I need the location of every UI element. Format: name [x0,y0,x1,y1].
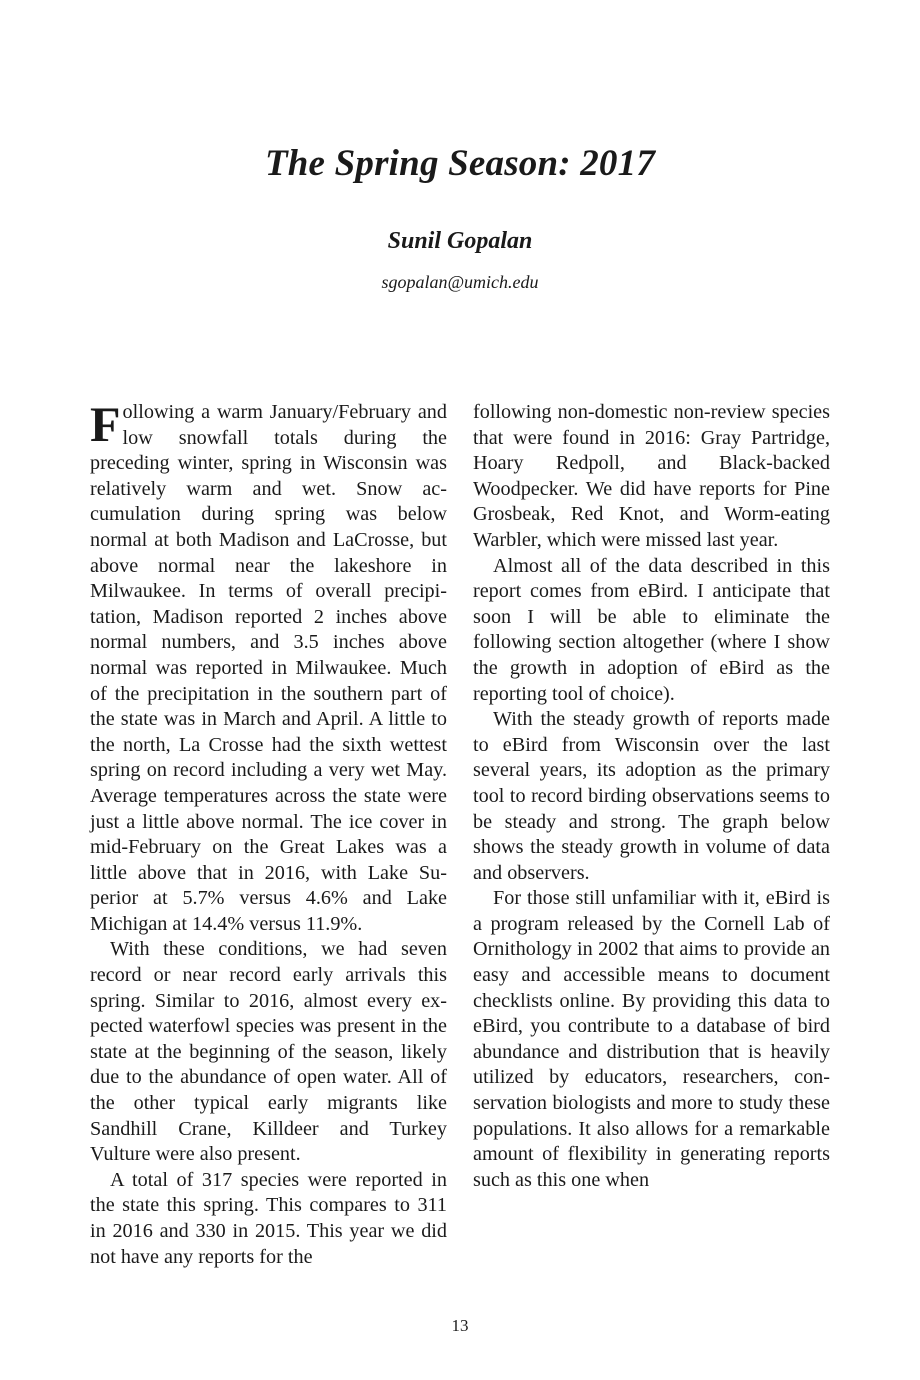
paragraph: With these conditions, we had seven record or near record early arrivals this spring. Similar to 2016, almost every expected waterfowl species was present in the state at the beginning of the season, likely due to the abundance of open water. All of the other typical early migrants like Sandhill Crane, Killdeer and Turkey Vulture were also present. [90,938,447,1166]
paragraph-text: ollowing a warm January/February and low snowfall totals during the preceding winter, spring in Wisconsin was relatively warm and wet. Snow accumulation during spring was below normal at both Madison and LaCrosse, but above normal near the lakeshore in Milwaukee. In terms of overall precipitation, Madison reported 2 inches above normal numbers, and 3.5 inches above normal was reported in Milwaukee. Much of the precipitation in the southern part of the state was in March and April. A little to the north, La Crosse had the sixth wettest spring on record including a very wet May. Average temperatures across the state were just a little above normal. The ice cover in mid-February on the Great Lakes was a little above that in 2016, with Lake Superior at 5.7% versus 4.6% and Lake Michigan at 14.4% versus 11.9%. [90,401,447,935]
paragraph: For those still unfamiliar with it, eBird is a program released by the Cornell Lab of Ornithology in 2002 that aims to provide an easy and accessible means to document checklists online. By providing this data to eBird, you contribute to a database of bird abundance and distribution that is heavily utilized by educators, researchers, conservation biologists and more to study these populations. It also allows for a remarkable amount of flexibility in generating reports such as this one when [473,887,830,1191]
paragraph: following non-domestic non-review species that were found in 2016: Gray Partridge, Hoary Redpoll, and Black-backed Woodpecker. We did have reports for Pine Grosbeak, Red Knot, and Worm-eating Warbler, which were missed last year. [473,401,830,551]
paragraph [90,396,447,937]
right-column [473,400,830,1193]
paragraph: Almost all of the data described in this report comes from eBird. I anticipate that soon I will be able to eliminate the following section altogether (where I show the growth in adoption of eBird as the reporting tool of choice). [473,554,830,705]
author-name: Sunil Gopalan [387,228,533,254]
article-title: The Spring Season: 2017 [264,143,656,184]
author-email: sgopalan@umich.edu [381,272,539,292]
page-number: 13 [451,1316,469,1335]
left-column [90,396,447,1270]
paragraph: A total of 317 species were reported in the state this spring. This compares to 311 in 2016 and 330 in 2015. This year we did not have any reports for the [90,1168,447,1268]
drop-cap: F [90,396,121,452]
paragraph: With the steady growth of reports made to eBird from Wisconsin over the last several years, its adoption as the primary tool to record birding observations seems to be steady and strong. The graph below shows the steady growth in volume of data and observers. [473,708,830,884]
